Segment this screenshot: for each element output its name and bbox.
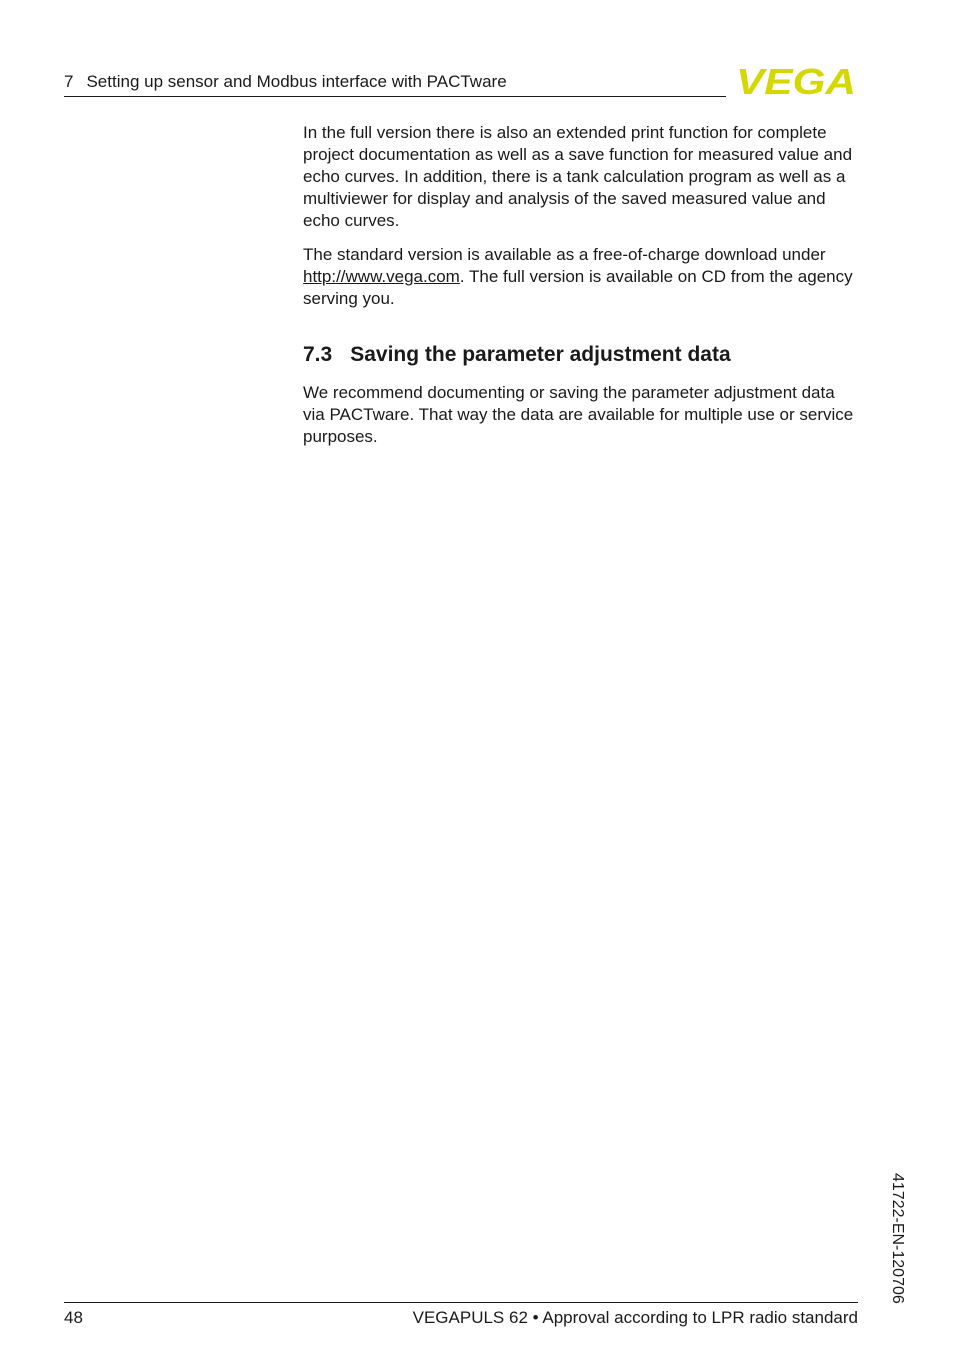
vega-logo-text: VEGA bbox=[736, 66, 856, 96]
chapter-title: Setting up sensor and Modbus interface with PACTware bbox=[86, 72, 507, 91]
vega-website-link[interactable]: http://www.vega.com bbox=[303, 267, 460, 286]
paragraph-saving-recommendation: We recommend documenting or saving the parameter adjustment data via PACTware. That way the data are available for multiple use or service purposes. bbox=[303, 383, 854, 446]
footer-document-title: VEGAPULS 62 • Approval according to LPR radio standard bbox=[412, 1308, 858, 1327]
section-title: Saving the parameter adjustment data bbox=[350, 343, 731, 366]
chapter-number: 7 bbox=[64, 72, 74, 91]
page-number: 48 bbox=[64, 1308, 83, 1327]
paragraph-full-version: In the full version there is also an extended print function for complete project documentation as well as a save function for measured value and echo curves. In addition, there is a tank calculation program as well as a multiviewer for display and analysis of the saved measured value and echo curves. bbox=[303, 123, 853, 230]
section-number: 7.3 bbox=[303, 343, 333, 366]
page-header bbox=[64, 70, 726, 97]
main-content bbox=[303, 122, 859, 460]
section-heading bbox=[303, 342, 859, 368]
document-id: 41722-EN-120706 bbox=[889, 1173, 906, 1304]
running-header bbox=[64, 72, 507, 92]
paragraph-2-text-start: The standard version is available as a free-of-charge download under bbox=[303, 245, 826, 264]
page-footer bbox=[64, 1302, 858, 1333]
paragraph-2-text-end: . The full version is available on CD from the agency serving you. bbox=[303, 267, 853, 308]
vega-logo bbox=[735, 66, 857, 96]
paragraph-standard-version bbox=[303, 244, 859, 310]
